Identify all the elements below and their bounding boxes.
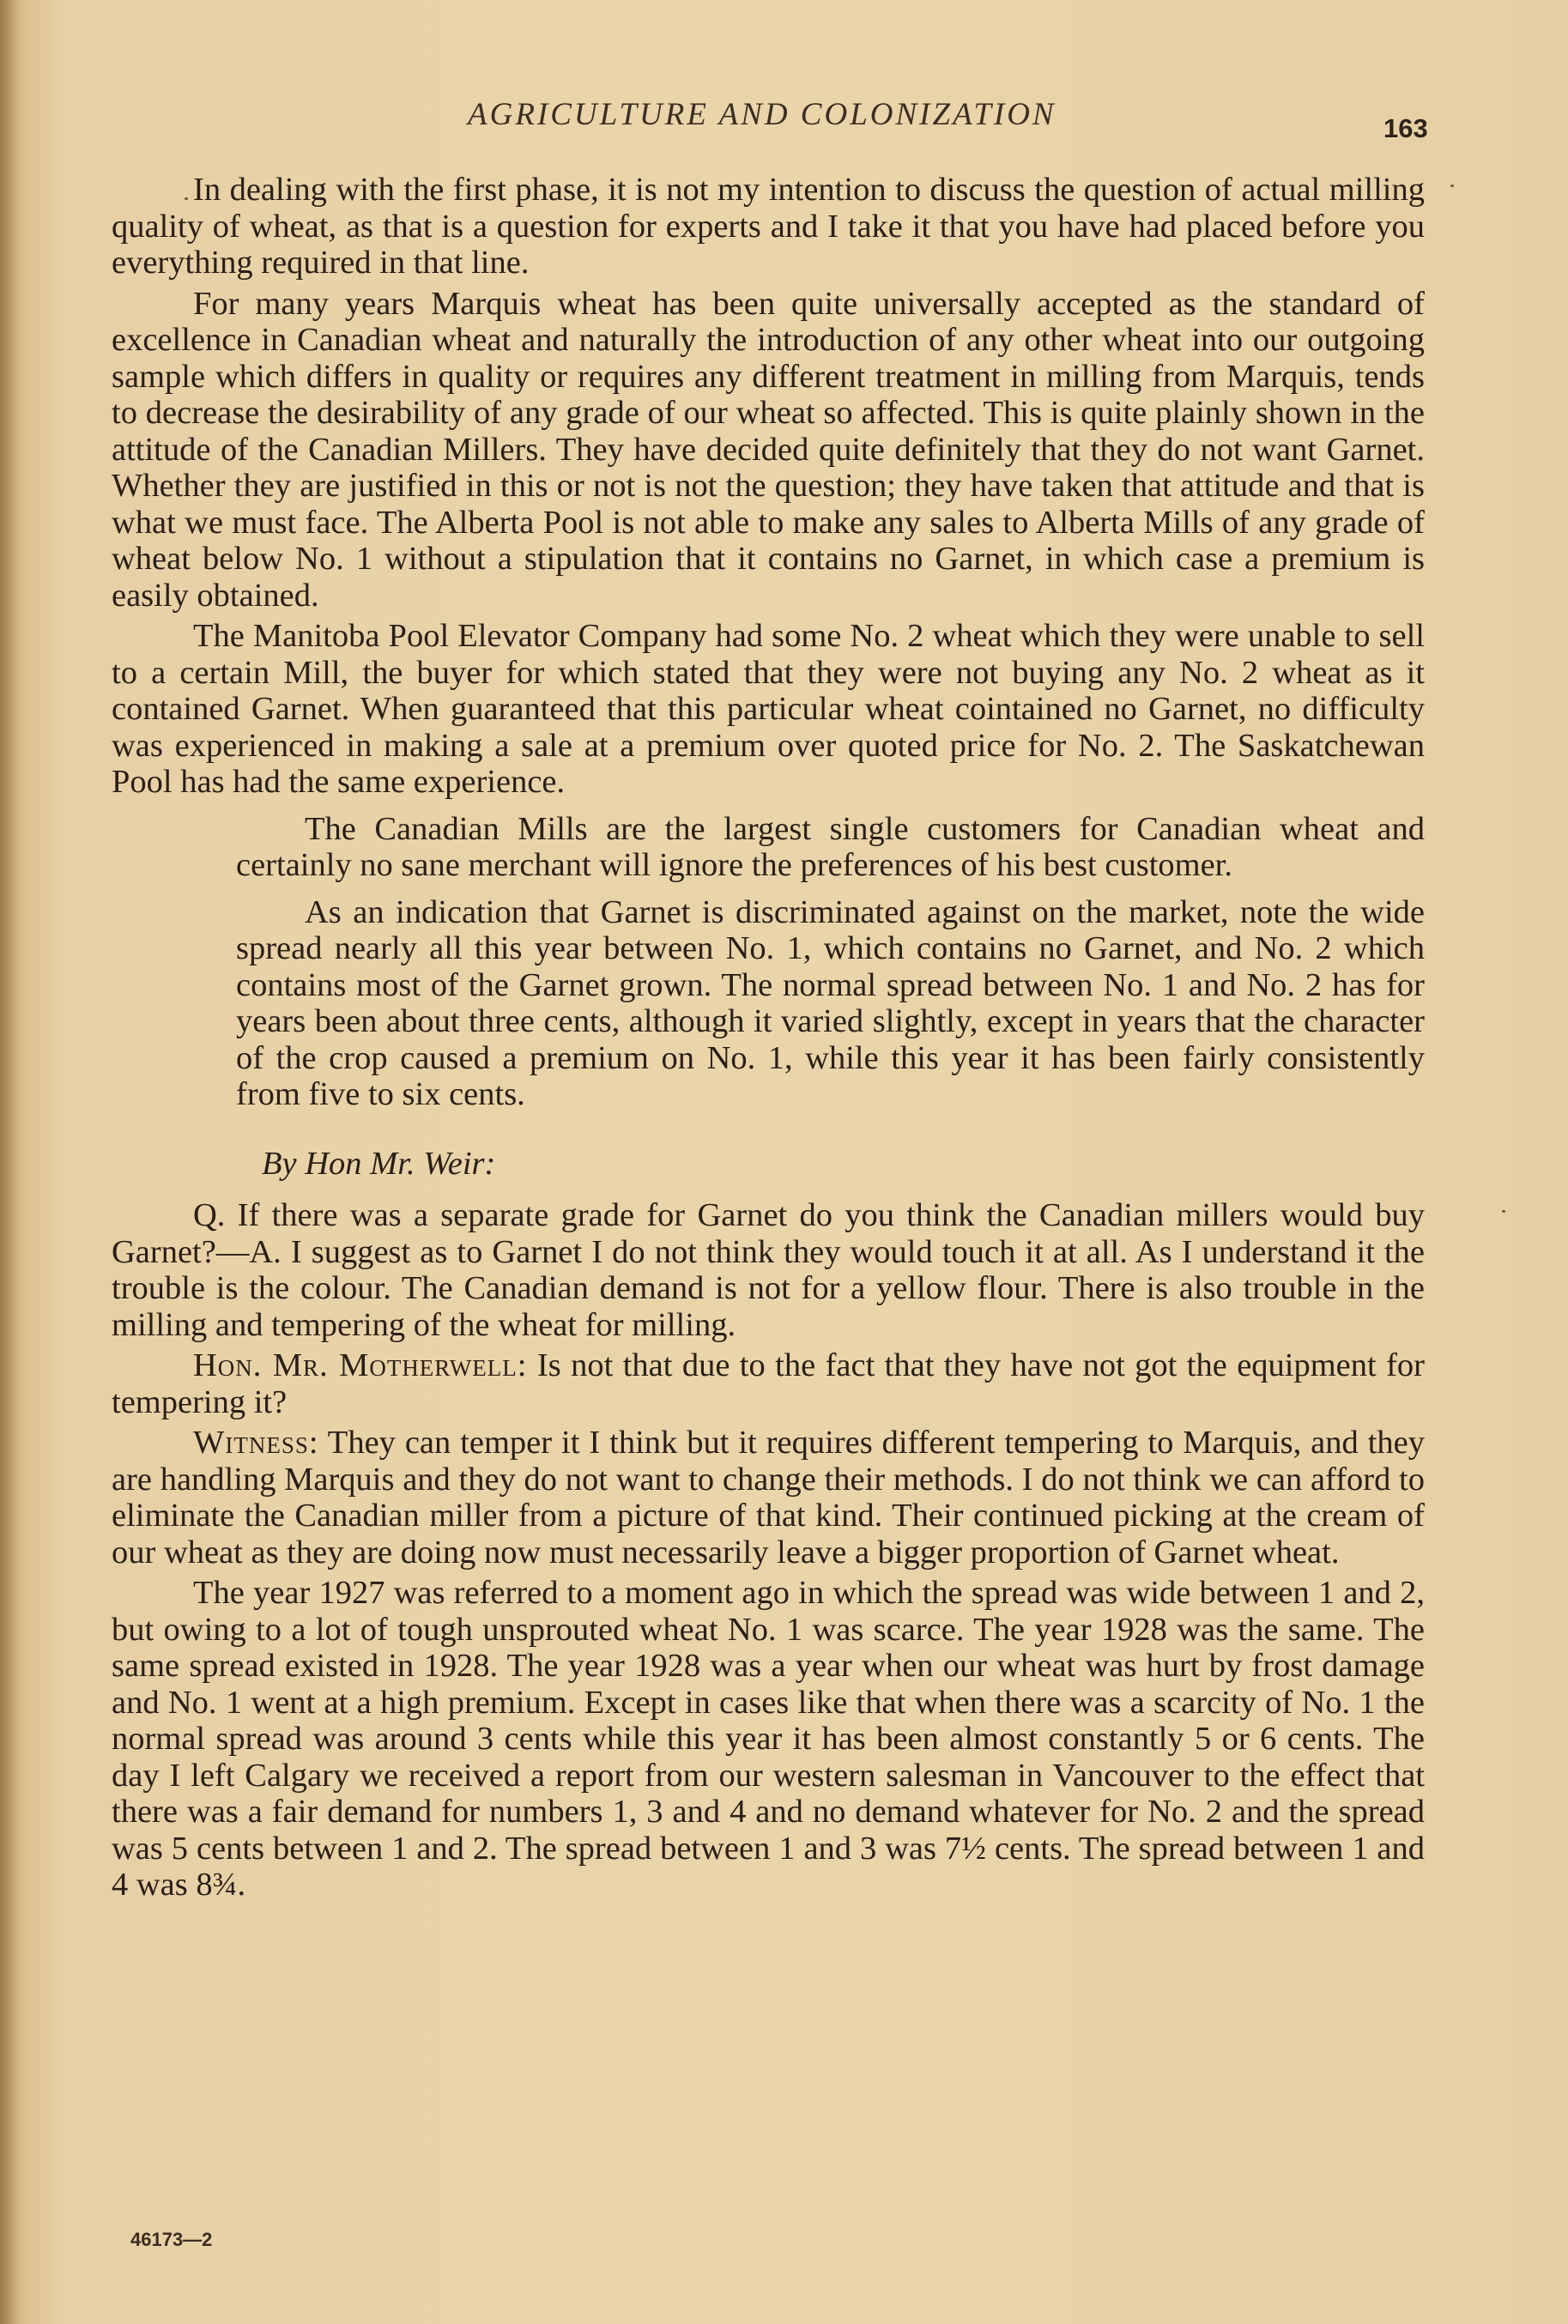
paper-speck	[185, 197, 188, 200]
witness-remark	[112, 1425, 1425, 1571]
speaker-motherwell: Hon. Mr. Motherwell:	[193, 1347, 528, 1383]
motherwell-remark	[112, 1347, 1425, 1420]
paragraph-1: In dealing with the first phase, it is not my intention to discuss the question of actual milling quality of wheat, as that is a question for experts and I take it that you have had placed before you everything required in that line.	[112, 172, 1425, 281]
page-number: 163	[1383, 113, 1428, 143]
paper-speck	[1450, 185, 1454, 187]
quoted-paragraph-1: The Canadian Mills are the largest single customers for Canadian wheat and certainly no sane merchant will ignore the preferences of his best customer.	[236, 810, 1425, 883]
footer-code: 46173—2	[130, 2229, 213, 2250]
witness-text: They can temper it I think but it requires different tempering to Marquis, and they are handling Marquis and they do not want to change their methods. I do not think we can afford to eliminate the Canadian miller from a picture of that kind. Their continued picking at the cream of our wheat as they are doing now must necessarily leave a bigger proportion of Garnet wheat.	[112, 1425, 1425, 1571]
final-paragraph: The year 1927 was referred to a moment ago in which the spread was wide between 1 and 2, but owing to a lot of tough unsprouted wheat No. 1 was scarce. The year 1928 was the same. The same spread existed in 1928. The year 1928 was a year when our wheat was hurt by frost damage and No. 1 went at a high premium. Except in cases like that when there was a scarcity of No. 1 the normal spread was around 3 cents while this year it has been almost constantly 5 or 6 cents. The day I left Calgary we received a report from our western salesman in Vancouver to the effect that there was a fair demand for numbers 1, 3 and 4 and no demand whatever for No. 2 and the spread was 5 cents between 1 and 2. The spread between 1 and 3 was 7½ cents. The spread between 1 and 4 was 8¾.	[112, 1575, 1425, 1903]
paragraph-3: The Manitoba Pool Elevator Company had some No. 2 wheat which they were unable to sell to a certain Mill, the buyer for which stated that they were not buying any No. 2 wheat as it contained Garnet. When guaranteed that this particular wheat cointained no Garnet, no difficulty was experienced in making a sale at a premium over quoted price for No. 2. The Saskatchewan Pool has had the same experience.	[112, 618, 1425, 800]
examiner-heading: By Hon Mr. Weir:	[262, 1145, 496, 1182]
quoted-paragraph-2: As an indication that Garnet is discriminated against on the market, note the wide spread nearly all this year between No. 1, which contains no Garnet, and No. 2 which contains most of the Garnet grown. The normal spread between No. 1 and No. 2 has for years been about three cents, although it varied slightly, except in years that the character of the crop caused a premium on No. 1, while this year it has been fairly consistently from five to six cents.	[236, 893, 1425, 1112]
paper-speck	[1502, 1210, 1505, 1213]
running-title: AGRICULTURE AND COLONIZATION	[468, 97, 1056, 132]
motherwell-text: Is not that due to the fact that they have not got the equipment for tempering it?	[112, 1347, 1425, 1420]
question-answer: Q. If there was a separate grade for Garnet do you think the Canadian millers would buy Garnet?—A. I suggest as to Garnet I do not think they would touch it at all. As I understand it the trouble is the colour. The Canadian demand is not for a yellow flour. There is also trouble in the milling and tempering of the wheat for milling.	[112, 1197, 1425, 1343]
speaker-witness: Witness:	[193, 1425, 319, 1461]
body-text	[112, 172, 1425, 1908]
binding-gutter	[0, 0, 19, 2324]
paragraph-2: For many years Marquis wheat has been quite universally accepted as the standard of excellence in Canadian wheat and naturally the introduction of any other wheat into our outgoing sample which differs in quality or requires any different treatment in milling from Marquis, tends to decrease the desirability of any grade of our wheat so affected. This is quite plainly shown in the attitude of the Canadian Millers. They have decided quite definitely that they do not want Garnet. Whether they are justified in this or not is not the question; they have taken that attitude and that is what we must face. The Alberta Pool is not able to make any sales to Alberta Mills of any grade of wheat below No. 1 without a stipulation that it contains no Garnet, in which case a premium is easily obtained.	[112, 285, 1425, 614]
